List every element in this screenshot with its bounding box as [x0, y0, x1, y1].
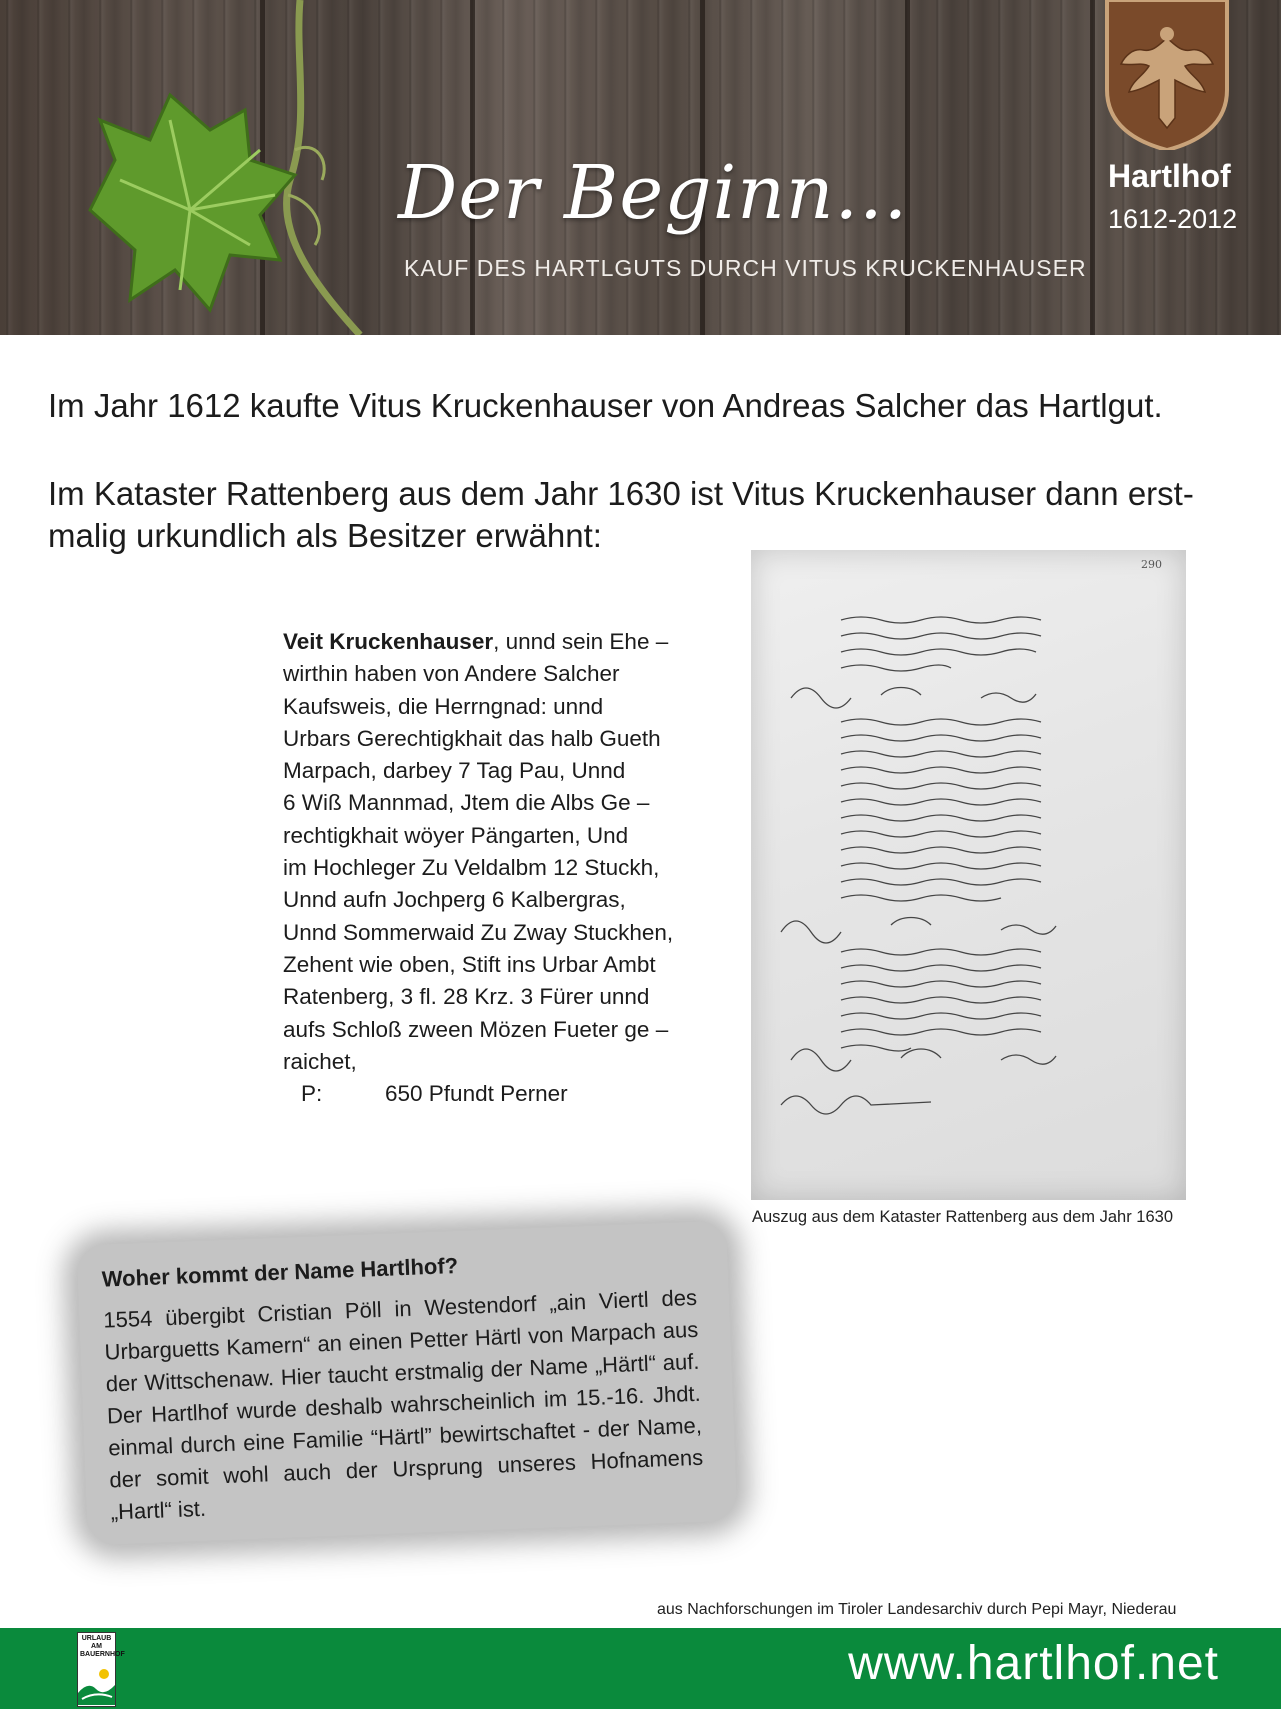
brand-years: 1612-2012: [1108, 204, 1238, 234]
vine-leaf-icon: [60, 0, 390, 335]
transcription-line: Urbars Gerechtigkhait das halb Gueth: [283, 725, 661, 751]
footer-bar: [0, 1628, 1281, 1709]
header-banner: [0, 0, 1281, 335]
intro-paragraph-2-text: Im Kataster Rattenberg aus dem Jahr 1630 ist Vitus Kruckenhauser dann erst-malig urkundlich als Besitzer erwähnt:: [48, 475, 1194, 554]
transcription-line: Marpach, darbey 7 Tag Pau, Unnd: [283, 758, 626, 784]
transcription-line-rest: , unnd sein Ehe –: [493, 629, 669, 654]
page-title: Der Beginn...: [398, 150, 909, 236]
info-box-title: Woher kommt der Name Hartlhof?: [101, 1252, 459, 1292]
transcription-line: Ratenberg, 3 fl. 28 Krz. 3 Fürer unnd: [283, 984, 650, 1010]
scan-caption: Auszug aus dem Kataster Rattenberg aus dem Jahr 1630: [752, 1208, 1173, 1226]
coat-of-arms-eagle-icon: [1103, 0, 1231, 150]
source-credit: aus Nachforschungen im Tiroler Landesarchiv durch Pepi Mayr, Niederau: [657, 1601, 1177, 1618]
transcription-line: Kaufsweis, die Herrngnad: unnd: [283, 693, 604, 719]
intro-paragraph-2: [48, 473, 1238, 557]
farm-logo-text: URLAUB AM BAUERNHOF: [80, 1635, 125, 1658]
transcription-line: im Hochleger Zu Veldalbm 12 Stuckh,: [283, 855, 660, 881]
handwriting-icon: [751, 550, 1186, 1200]
price-value: 650 Pfundt Perner: [385, 1081, 568, 1107]
transcription-line: aufs Schloß zween Mözen Fueter ge –: [283, 1016, 669, 1042]
price-row: [301, 1078, 723, 1110]
info-box-text: 1554 übergibt Cristian Pöll in Westendorf „ain Viertl des Urbarguetts Kamern“ an einen Petter Härtl von Marpach aus der Wittschenaw. Hier taucht erstmalig der Name „Härtl“ auf. Der Hartlhof wurde deshalb wahrscheinlich im 15.-16. Jhdt. einmal durch eine Familie “Härtl” bewirtschaftet - der Name, der somit wohl auch der Ursprung unseres Hofnamens „Hartl“ ist.: [102, 1284, 704, 1525]
info-box: [76, 1221, 737, 1546]
transcription-line: rechtigkhait wöyer Pängarten, Und: [283, 822, 629, 848]
price-label: P:: [301, 1081, 323, 1107]
landscape-icon: [78, 1665, 115, 1705]
transcription-line: Unnd Sommerwaid Zu Zway Stuckhen,: [283, 919, 674, 945]
scan-page-number: 290: [1141, 558, 1162, 571]
transcription-line: wirthin haben von Andere Salcher: [283, 661, 620, 687]
manuscript-scan-image: [751, 550, 1186, 1200]
intro-paragraph-1: Im Jahr 1612 kaufte Vitus Kruckenhauser von Andreas Salcher das Hartlgut.: [48, 387, 1163, 424]
transcription-line: Unnd aufn Jochperg 6 Kalbergras,: [283, 887, 626, 913]
farm-holiday-logo: [77, 1632, 125, 1707]
transcription-line: 6 Wiß Mannmad, Jtem die Albs Ge –: [283, 790, 650, 816]
website-link[interactable]: www.hartlhof.net: [848, 1637, 1219, 1690]
transcription-line: raichet,: [283, 1048, 357, 1074]
plank-gap: [1090, 0, 1095, 335]
transcription-block: [283, 626, 723, 1110]
transcription-line: Zehent wie oben, Stift ins Urbar Ambt: [283, 951, 656, 977]
page-subtitle: KAUF DES HARTLGUTS DURCH VITUS KRUCKENHAUSER: [404, 255, 1087, 281]
brand-name: Hartlhof: [1108, 158, 1231, 194]
owner-name: Veit Kruckenhauser: [283, 629, 494, 654]
transcription-line: [283, 626, 723, 658]
